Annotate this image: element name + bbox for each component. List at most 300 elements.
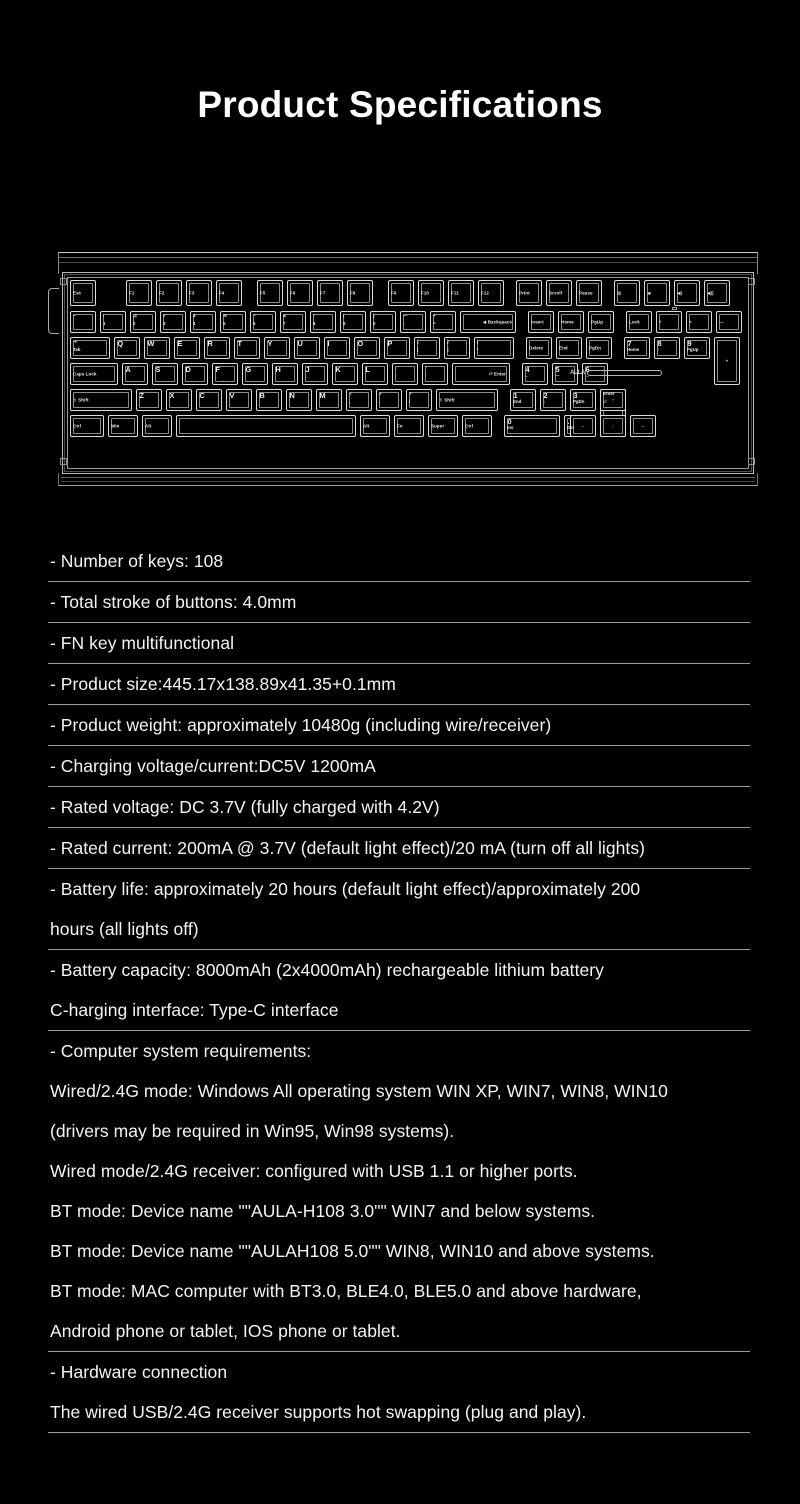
spec-line: BT mode: Device name ""AULAH108 5.0"" WIN8, WIN10 and above systems.: [50, 1241, 655, 1261]
spec-line: The wired USB/2.4G receiver supports hot swapping (plug and play).: [50, 1402, 587, 1422]
keyboard-key[interactable]: [556, 337, 582, 359]
keyboard-key[interactable]: [626, 311, 652, 333]
key-sublabel: Home: [627, 346, 640, 352]
spec-line: hours (all lights off): [50, 919, 199, 939]
key-sublabel: Ins: [507, 424, 514, 430]
key-sublabel: ]: [447, 346, 449, 352]
key-sublabel: ;: [395, 372, 397, 378]
key-label: Pause: [579, 290, 593, 296]
keyboard-key[interactable]: [122, 363, 148, 385]
keyboard-key[interactable]: [70, 311, 96, 333]
key-label: L: [365, 364, 371, 374]
key-label: F1: [129, 290, 135, 296]
keyboard-key[interactable]: [242, 363, 268, 385]
key-label: Q: [117, 338, 124, 348]
key-bevel: [395, 366, 415, 382]
spec-line: - Battery capacity: 8000mAh (2x4000mAh) rechargeable lithium battery: [50, 960, 604, 980]
key-label: F10: [421, 290, 430, 296]
spec-line: Android phone or tablet, IOS phone or tablet.: [50, 1321, 401, 1341]
key-label: U: [297, 338, 303, 348]
keyboard-key[interactable]: [152, 363, 178, 385]
key-sublabel: [: [417, 346, 419, 352]
key-sublabel: ↑: [657, 346, 660, 352]
key-label: Esc: [73, 290, 82, 296]
key-label: I: [327, 338, 330, 348]
keyboard-key[interactable]: [340, 311, 366, 333]
aula-logo: [570, 370, 662, 376]
spec-line: - Hardware connection: [50, 1362, 228, 1382]
keyboard-key[interactable]: [257, 280, 283, 306]
key-label: F9: [391, 290, 397, 296]
keyboard-key[interactable]: [204, 337, 230, 359]
key-bevel: [313, 314, 333, 330]
key-sublabel: ⏎: [603, 398, 607, 404]
keyboard-key[interactable]: [166, 389, 192, 411]
key-bevel: [349, 392, 369, 408]
keyboard-arrow-key-left[interactable]: [567, 415, 596, 437]
key-label: →: [640, 423, 646, 429]
key-label: H: [275, 364, 281, 374]
keyboard-key[interactable]: [70, 337, 110, 359]
key-label: (: [343, 313, 345, 318]
key-label: O: [357, 338, 364, 348]
key-label: ^: [253, 313, 256, 318]
key-sublabel: -: [403, 320, 405, 326]
key-bevel: [103, 314, 123, 330]
key-sublabel: ,: [349, 398, 351, 404]
keyboard-key[interactable]: [540, 389, 566, 411]
keyboard-key[interactable]: [686, 311, 712, 333]
spec-line: - Rated current: 200mA @ 3.7V (default light effect)/20 mA (turn off all lights): [50, 838, 646, 858]
keyboard-key[interactable]: [570, 389, 596, 411]
key-label: }: [447, 339, 449, 344]
keyboard-side-port: [48, 288, 59, 334]
spec-row: [48, 705, 750, 746]
keyboard-key[interactable]: [674, 280, 700, 306]
keyboard-key[interactable]: [272, 363, 298, 385]
spec-line: - FN key multifunctional: [50, 633, 235, 653]
keyboard-key[interactable]: [422, 363, 448, 385]
spec-line: - Product size:445.17x138.89x41.35+0.1mm: [50, 674, 396, 694]
keyboard-key[interactable]: [156, 280, 182, 306]
key-label: S: [155, 364, 161, 374]
keyboard-key[interactable]: [510, 389, 536, 411]
key-bevel: [433, 314, 453, 330]
keyboard-key[interactable]: [370, 311, 396, 333]
keyboard-key[interactable]: [332, 363, 358, 385]
key-label: ◀)): [707, 290, 714, 296]
keyboard-key[interactable]: [160, 311, 186, 333]
spec-line: C-harging interface: Type-C interface: [50, 1000, 339, 1020]
keyboard-key[interactable]: [558, 311, 584, 333]
key-label: End: [559, 345, 568, 351]
key-label: 9: [687, 338, 692, 348]
key-sublabel: 6: [253, 320, 256, 326]
key-label: J: [305, 364, 310, 374]
key-label: ↓: [611, 423, 615, 429]
keyboard-key[interactable]: [294, 337, 320, 359]
key-label: F6: [290, 290, 296, 296]
keyboard-key[interactable]: [452, 363, 510, 385]
specifications-list: [48, 541, 750, 1433]
keyboard-key[interactable]: [716, 311, 742, 333]
spec-row: [48, 582, 750, 623]
keyboard-key[interactable]: [226, 389, 252, 411]
key-label: >: [379, 391, 382, 396]
keyboard-key[interactable]: [144, 337, 170, 359]
keyboard-key[interactable]: [414, 337, 440, 359]
spec-row: [48, 787, 750, 828]
keyboard-key[interactable]: [176, 415, 356, 437]
keyboard-key[interactable]: [70, 415, 104, 437]
key-label: F5: [260, 290, 266, 296]
key-label: ←: [580, 423, 586, 429]
keyboard-key[interactable]: [362, 363, 388, 385]
keyboard-key[interactable]: [448, 280, 474, 306]
key-label: ": [425, 365, 428, 370]
keyboard-key[interactable]: [384, 337, 410, 359]
keyboard-key[interactable]: [190, 311, 216, 333]
keyboard-key[interactable]: [108, 415, 138, 437]
key-sublabel: 5: [223, 320, 226, 326]
key-label: Caps Lock: [73, 371, 97, 377]
key-label: ↑: [611, 397, 615, 403]
keyboard-key[interactable]: [234, 337, 260, 359]
key-label: 6: [585, 364, 590, 374]
key-label: *: [313, 313, 315, 318]
keyboard-key[interactable]: [212, 363, 238, 385]
keyboard-key[interactable]: [100, 311, 126, 333]
key-sublabel: →: [585, 372, 590, 378]
key-label: .: [567, 416, 570, 426]
key-label: %: [223, 313, 228, 318]
keyboard-key[interactable]: [310, 311, 336, 333]
key-label: +: [433, 313, 436, 318]
key-bevel: [163, 314, 183, 330]
keyboard-key[interactable]: [324, 337, 350, 359]
keyboard-key[interactable]: [656, 311, 682, 333]
key-label: D: [185, 364, 191, 374]
keyboard-key[interactable]: [392, 363, 418, 385]
key-label: Alt: [145, 423, 152, 429]
key-label: F12: [481, 290, 490, 296]
key-label: 1: [513, 390, 518, 400]
keyboard-key[interactable]: [220, 311, 246, 333]
key-sublabel: `: [73, 320, 75, 326]
keyboard-key[interactable]: [196, 389, 222, 411]
keyboard-arrow-key-right[interactable]: [630, 415, 656, 437]
key-label: ▤: [617, 290, 622, 296]
key-sublabel: 1: [103, 320, 106, 326]
keyboard-top-frame: [58, 252, 758, 274]
key-label: ×: [689, 319, 692, 325]
key-label: X: [169, 390, 175, 400]
spec-line: - Charging voltage/current:DC5V 1200mA: [50, 756, 376, 776]
keyboard-key[interactable]: [418, 280, 444, 306]
keyboard-key[interactable]: [70, 389, 132, 411]
key-label: Scroll: [549, 290, 563, 296]
keyboard-key[interactable]: [526, 337, 552, 359]
key-label: <: [349, 391, 352, 396]
key-sublabel: .: [379, 398, 381, 404]
keyboard-key[interactable]: [436, 389, 498, 411]
key-bevel: [73, 314, 93, 330]
key-label: &: [283, 313, 287, 318]
key-label: {: [417, 339, 419, 344]
spec-row: [48, 1031, 750, 1352]
key-label: F8: [350, 290, 356, 296]
spec-line: - Battery life: approximately 20 hours (default light effect)/approximately 200: [50, 879, 641, 899]
key-bevel: [417, 340, 437, 356]
key-label: ⇧ Shift: [73, 397, 89, 403]
keyboard-key[interactable]: [126, 280, 152, 306]
key-label: W: [147, 338, 155, 348]
key-label: —: [403, 313, 408, 318]
keyboard-key[interactable]: [522, 363, 548, 385]
spec-line: BT mode: MAC computer with BT3.0, BLE4.0, BLE5.0 and above hardware,: [50, 1281, 642, 1301]
spec-row: [48, 541, 750, 582]
key-label: ⇥: [73, 339, 77, 344]
key-bevel: [193, 314, 213, 330]
keyboard-key[interactable]: [256, 389, 282, 411]
key-label: Fn: [397, 423, 403, 429]
keyboard-key[interactable]: [714, 337, 740, 385]
key-label: PgUp: [591, 319, 604, 325]
key-label: G: [245, 364, 252, 374]
spec-line: - Computer system requirements:: [50, 1041, 312, 1061]
key-label: Delete: [529, 345, 544, 351]
keyboard-key[interactable]: [264, 337, 290, 359]
key-label: N: [289, 390, 295, 400]
key-label: K: [335, 364, 341, 374]
keyboard-key[interactable]: [684, 337, 710, 359]
key-bevel: [409, 392, 429, 408]
key-sublabel: Tab: [73, 346, 81, 352]
keyboard-key[interactable]: [462, 415, 492, 437]
keyboard-key[interactable]: [588, 311, 614, 333]
spec-line: - Product weight: approximately 10480g (including wire/receiver): [50, 715, 552, 735]
key-label: ◀): [677, 290, 683, 296]
key-label: 7: [627, 338, 632, 348]
keyboard-key[interactable]: [376, 389, 402, 411]
key-label: PgDn: [589, 345, 602, 351]
key-sublabel: \: [477, 346, 479, 352]
key-label: Ctrl: [73, 423, 82, 429]
logo-indicator-bar: [587, 370, 662, 376]
key-bevel: [689, 314, 709, 330]
keyboard-key[interactable]: [114, 337, 140, 359]
keyboard-key[interactable]: [347, 280, 373, 306]
keyboard-key[interactable]: [546, 280, 572, 306]
key-label: F2: [159, 290, 165, 296]
keyboard-key[interactable]: [624, 337, 650, 359]
key-label: ): [373, 313, 375, 318]
key-label: R: [207, 338, 213, 348]
key-label: !: [103, 313, 105, 318]
key-sublabel: PgUp: [687, 346, 699, 352]
keyboard-key[interactable]: [142, 415, 172, 437]
keyboard-key-matrix: [70, 280, 746, 466]
keyboard-key[interactable]: [394, 415, 424, 437]
keyboard-key[interactable]: [654, 337, 680, 359]
key-label: 3: [573, 390, 578, 400]
spec-row: [48, 828, 750, 869]
key-label: C: [199, 390, 205, 400]
key-label: 8: [657, 338, 662, 348]
spec-line: BT mode: Device name ""AULA-H108 3.0"" WIN7 and below systems.: [50, 1201, 596, 1221]
key-label: Insert: [531, 319, 544, 325]
key-label: E: [177, 338, 183, 348]
key-sublabel: _: [215, 372, 218, 378]
spec-row: [48, 950, 750, 1031]
keyboard-key[interactable]: [460, 311, 516, 333]
key-label: F: [215, 364, 221, 374]
key-label: Lock: [629, 319, 640, 325]
key-sublabel: 8: [313, 320, 316, 326]
key-bevel: [507, 418, 557, 434]
key-bevel: [379, 392, 399, 408]
keyboard-key[interactable]: [644, 280, 670, 306]
keyboard-corner-screw: [748, 458, 755, 465]
key-bevel: [477, 340, 511, 356]
page-title: Product Specifications: [197, 84, 603, 125]
keyboard-key[interactable]: [346, 389, 372, 411]
key-label: $: [193, 313, 196, 318]
keyboard-key[interactable]: [182, 363, 208, 385]
keyboard-key[interactable]: [286, 389, 312, 411]
key-label: M: [319, 390, 326, 400]
key-label: F3: [189, 290, 195, 296]
key-sublabel: 7: [283, 320, 286, 326]
keyboard-key[interactable]: [474, 337, 514, 359]
key-label: #: [163, 313, 166, 318]
keyboard-key[interactable]: [316, 389, 342, 411]
keyboard-key[interactable]: [444, 337, 470, 359]
key-bevel: [447, 340, 467, 356]
key-label: A: [125, 364, 131, 374]
keyboard-key[interactable]: [360, 415, 390, 437]
key-label: 2: [543, 390, 548, 400]
key-bevel: [373, 314, 393, 330]
keyboard-key[interactable]: [280, 311, 306, 333]
key-label: 5: [555, 364, 560, 374]
key-label: Enter: [603, 391, 615, 396]
spec-line: - Total stroke of buttons: 4.0mm: [50, 592, 297, 612]
keyboard-key[interactable]: [586, 337, 612, 359]
key-label: Y: [267, 338, 273, 348]
keyboard-key[interactable]: [430, 311, 456, 333]
keyboard-key[interactable]: [317, 280, 343, 306]
spec-line: - Number of keys: 108: [50, 551, 224, 571]
key-label: :: [395, 365, 397, 370]
keyboard-key[interactable]: [504, 415, 560, 437]
keyboard-base-frame: [58, 473, 758, 486]
spec-line: Wired mode/2.4G receiver: configured with USB 1.1 or higher ports.: [50, 1161, 578, 1181]
spec-row: [48, 1352, 750, 1433]
keyboard-key[interactable]: [216, 280, 242, 306]
key-bevel: [253, 314, 273, 330]
keyboard-corner-screw: [60, 278, 67, 285]
key-label: ⏎ Enter: [488, 371, 506, 377]
key-sublabel: 0: [373, 320, 376, 326]
key-sublabel: 2: [133, 320, 136, 326]
key-label: ⇧ Shift: [439, 397, 455, 403]
keyboard-key[interactable]: [388, 280, 414, 306]
aula-wordmark: AULA: [570, 370, 585, 376]
keyboard-key[interactable]: [136, 389, 162, 411]
key-label: Home: [561, 319, 574, 325]
keyboard-key[interactable]: [70, 363, 118, 385]
key-label: 4: [525, 364, 530, 374]
key-label: Print: [519, 290, 530, 296]
spec-row: [48, 869, 750, 950]
keyboard-key[interactable]: [516, 280, 542, 306]
key-label: |: [477, 339, 479, 344]
key-label: B: [259, 390, 265, 400]
keyboard-corner-screw: [748, 278, 755, 285]
keyboard-key[interactable]: [250, 311, 276, 333]
status-indicator-dot: [672, 307, 677, 310]
key-sublabel: ': [425, 372, 427, 378]
keyboard-key[interactable]: [428, 415, 458, 437]
key-label: ◀ Backspace: [482, 319, 512, 325]
keyboard-key[interactable]: [478, 280, 504, 306]
key-label: ÷: [659, 319, 662, 325]
keyboard-key[interactable]: [130, 311, 156, 333]
keyboard-key[interactable]: [354, 337, 380, 359]
key-label: +: [725, 358, 729, 364]
key-bevel: [327, 340, 347, 356]
key-label: ?: [409, 391, 412, 396]
key-label: Alt: [363, 423, 370, 429]
key-label: T: [237, 338, 243, 348]
keyboard-key[interactable]: [287, 280, 313, 306]
key-label: Win: [111, 423, 120, 429]
keyboard-key[interactable]: [576, 280, 602, 306]
key-bevel: [659, 314, 679, 330]
key-label: Z: [139, 390, 145, 400]
keyboard-illustration: [48, 252, 760, 502]
keyboard-key[interactable]: [400, 311, 426, 333]
key-bevel: [179, 418, 353, 434]
keyboard-key[interactable]: [406, 389, 432, 411]
key-label: V: [229, 390, 235, 400]
key-label: 0: [507, 416, 512, 426]
keyboard-key[interactable]: [174, 337, 200, 359]
keyboard-key[interactable]: [704, 280, 730, 306]
key-sublabel: 3: [163, 320, 166, 326]
keyboard-key[interactable]: [186, 280, 212, 306]
keyboard-key[interactable]: [302, 363, 328, 385]
keyboard-key[interactable]: [614, 280, 640, 306]
key-sublabel: Del: [567, 424, 574, 430]
key-label: F11: [451, 290, 459, 296]
keyboard-key[interactable]: [70, 280, 96, 306]
spec-row: [48, 664, 750, 705]
key-sublabel: —: [555, 372, 560, 378]
keyboard-key[interactable]: [528, 311, 554, 333]
keyboard-arrow-key-down[interactable]: [600, 415, 626, 437]
spec-line: (drivers may be required in Win95, Win98 systems).: [50, 1121, 455, 1141]
spec-line: Wired/2.4G mode: Windows All operating system WIN XP, WIN7, WIN8, WIN10: [50, 1081, 668, 1101]
key-sublabel: PgDn: [573, 398, 585, 404]
key-label: ◀: [647, 290, 651, 296]
key-label: Ctrl: [465, 423, 474, 429]
key-sublabel: =: [433, 320, 436, 326]
key-sublabel: ←: [525, 372, 530, 378]
key-label: Super: [431, 423, 445, 429]
key-bevel: [425, 366, 445, 382]
